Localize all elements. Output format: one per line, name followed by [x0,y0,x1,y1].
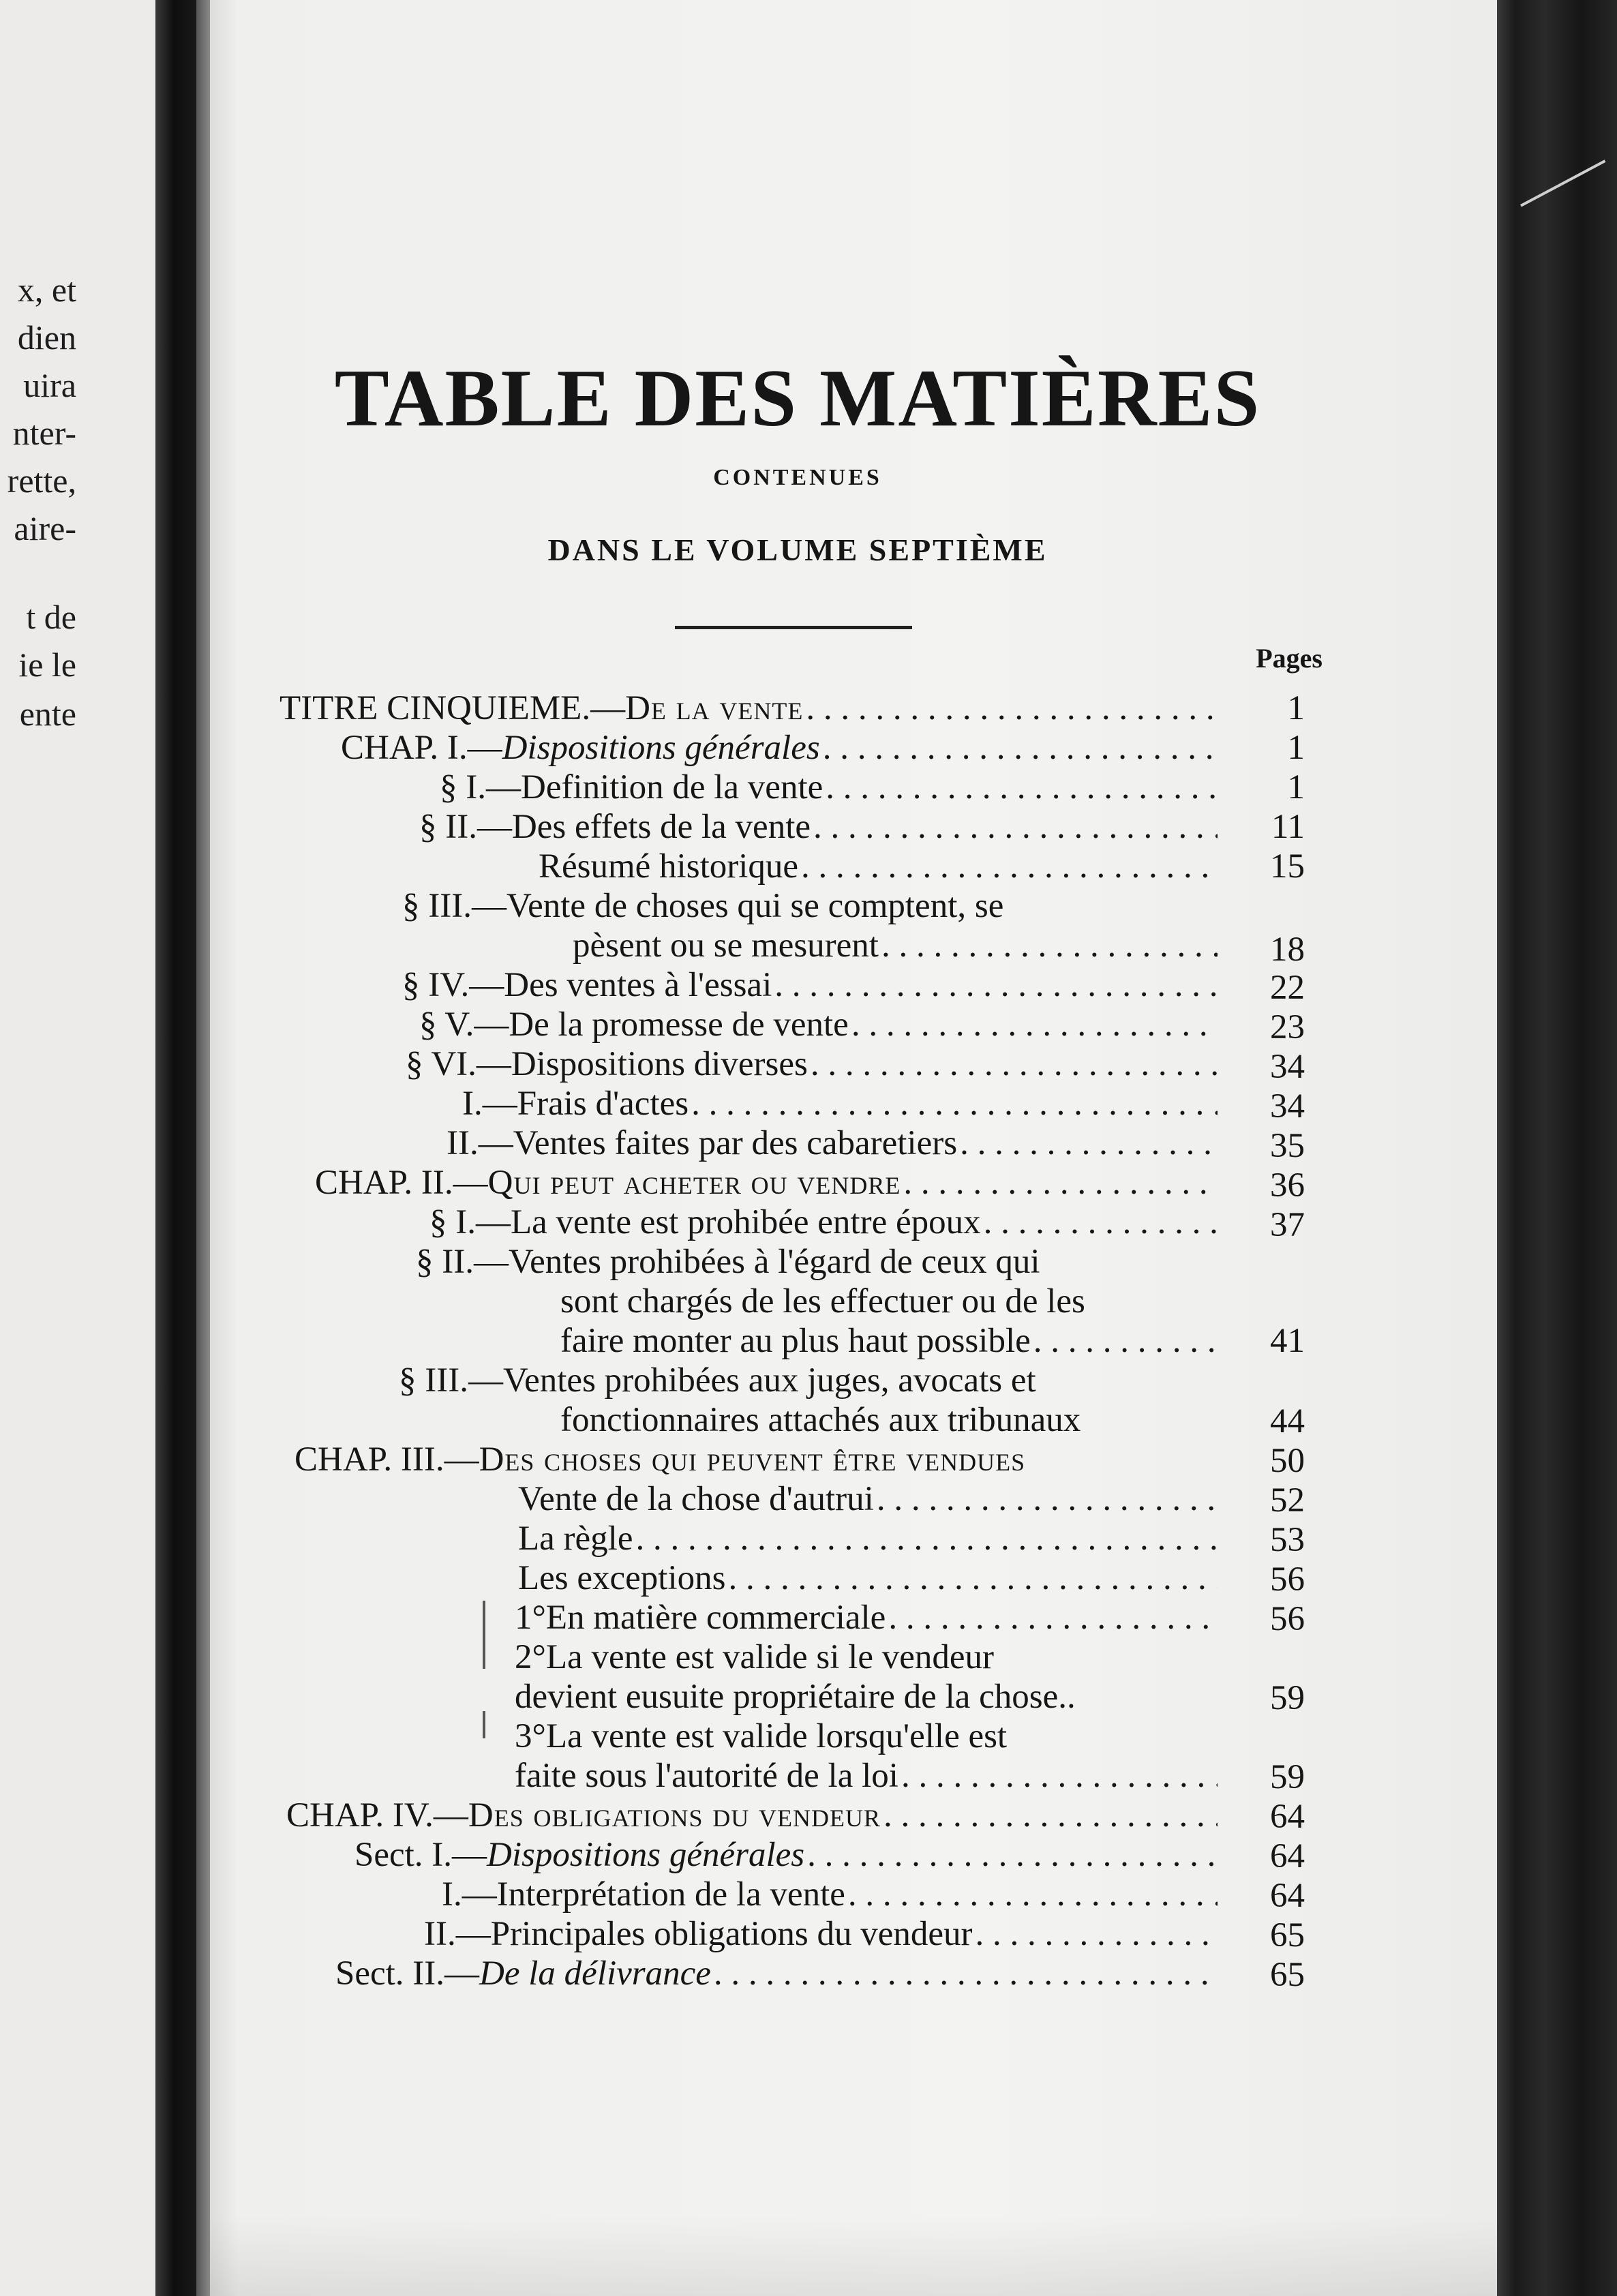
entry-title-continued: faire monter au plus haut possible [560,1322,1031,1360]
entry-label: CHAP. III.— [294,1440,479,1479]
leader-dots [691,1084,1218,1123]
entry-title: De la délivrance [479,1954,711,1993]
leader-dots [976,1914,1218,1954]
toc-entry [402,965,1220,1005]
entry-title: En matière commerciale [545,1599,886,1637]
previous-page-fragment [0,0,157,2296]
leader-dots [811,1044,1218,1084]
entry-title: Les exceptions [518,1559,726,1597]
entry-page: 64 [1270,1837,1305,1875]
entry-page: 64 [1270,1798,1305,1836]
entry-label: 3° [515,1717,546,1755]
toc-entry [447,1123,1220,1163]
entry-page: 52 [1270,1481,1305,1520]
entry-title: Definition de la vente [520,768,823,806]
entry-page: 23 [1270,1008,1305,1046]
leader-dots [807,1835,1218,1875]
page-shadow [210,2216,1497,2296]
toc-entry [515,1598,1220,1637]
entry-label: CHAP. I.— [341,729,502,767]
entry-label: 1° [515,1599,546,1637]
toc-entry-continuation [560,1321,1220,1361]
leader-dots [635,1519,1218,1558]
leader-dots [1033,1321,1218,1361]
page-title: TABLE DES MATIÈRES [334,352,1261,443]
entry-title: De la promesse de vente [509,1006,849,1044]
divider [675,626,912,629]
toc-entry [419,1005,1220,1044]
entry-title: Vente de la chose d'autrui [518,1480,874,1518]
leader-dots [888,1598,1218,1637]
entry-page: 41 [1270,1322,1305,1360]
entry-page: 18 [1270,931,1305,969]
entry-label: § III.— [399,1361,503,1400]
entry-title: Des effets de la vente [511,808,811,846]
entry-title: La vente est prohibée entre époux [510,1203,981,1241]
entry-label: CHAP. IV.— [286,1796,468,1834]
fragment-line: ie le [18,646,76,684]
entry-page: 59 [1270,1758,1305,1796]
entry-title: Dispositions générales [502,729,820,767]
margin-mark [483,1711,485,1738]
entry-title: La vente est valide lorsqu'elle est [545,1717,1008,1755]
toc-entry [406,1044,1220,1084]
entry-label: II.— [424,1915,491,1953]
toc-entry-continuation [515,1756,1220,1796]
entry-page: 34 [1270,1087,1305,1126]
entry-label: TITRE CINQUIEME.— [279,689,626,727]
book-gutter [155,0,202,2296]
leader-dots [801,847,1218,886]
fragment-line: t de [26,598,76,636]
entry-title-continued: faite sous l'autorité de la loi [515,1757,898,1795]
entry-title: Des ventes à l'essai [504,966,772,1004]
fragment-line: uira [23,366,76,404]
book-edge [1497,0,1617,2296]
leader-dots [714,1954,1218,1993]
entry-title-continued: devient eusuite propriétaire de la chose.. [515,1678,1076,1716]
toc-entry [518,1479,1220,1519]
toc-entry [335,1954,1220,1993]
toc-entry [286,1796,1220,1835]
toc-entry-continuation [515,1677,1220,1717]
pages-header: Pages [1256,643,1323,674]
entry-label: 2° [515,1638,546,1676]
leader-dots [881,926,1218,965]
entry-page: 44 [1270,1402,1305,1440]
leader-dots [984,1203,1218,1242]
toc-entry [341,728,1220,768]
entry-label: § VI.— [406,1045,511,1083]
toc-entry [429,1203,1220,1242]
entry-title: Dispositions diverses [511,1045,808,1083]
entry-page: 56 [1270,1600,1305,1638]
leader-dots [728,1558,1218,1598]
toc-entry [354,1835,1220,1875]
toc-entry [399,1361,1220,1400]
entry-title: De la vente [625,689,804,727]
entry-page: 36 [1270,1166,1305,1205]
entry-page: 1 [1287,689,1305,727]
entry-title: La vente est valide si le vendeur [545,1638,994,1676]
entry-label: CHAP. II.— [315,1164,488,1202]
entry-label: § I.— [440,768,521,806]
entry-title-continued: fonctionnaires attachés aux tribunaux [560,1401,1081,1439]
entry-page: 22 [1270,969,1305,1007]
leader-dots [774,965,1218,1005]
entry-title: Ventes faites par des cabaretiers [513,1124,958,1162]
entry-page: 1 [1287,768,1305,806]
toc-entry-continuation [560,1400,1220,1440]
fragment-line: rette, [7,462,76,500]
toc-entry [462,1084,1220,1123]
entry-label: § V.— [419,1006,509,1044]
toc-entry [515,1717,1220,1756]
fragment-line: dien [17,318,76,357]
leader-dots [826,768,1218,807]
toc-entry [440,768,1220,807]
entry-title: Ventes prohibées à l'égard de ceux qui [508,1243,1040,1281]
toc-entry [539,847,1220,886]
entry-page: 34 [1270,1048,1305,1086]
entry-page: 11 [1271,808,1305,846]
entry-page: 59 [1270,1679,1305,1717]
entry-title: Ventes prohibées aux juges, avocats et [502,1361,1036,1400]
entry-label: § II.— [416,1243,509,1281]
entry-page: 65 [1270,1956,1305,1994]
entry-page: 35 [1270,1127,1305,1165]
entry-title: Vente de choses qui se comptent, se [506,887,1004,925]
entry-label: Sect. I.— [354,1836,487,1874]
toc-entry [279,689,1220,728]
entry-label: § III.— [402,887,507,925]
leader-dots [883,1796,1218,1835]
entry-page: 64 [1270,1877,1305,1915]
leader-dots [848,1875,1218,1914]
leader-dots [901,1756,1218,1796]
entry-title: Qui peut acheter ou vendre [487,1164,901,1202]
toc-entry [518,1558,1220,1598]
entry-page: 50 [1270,1442,1305,1480]
fragment-line: aire- [14,509,76,547]
toc-entry [416,1242,1220,1282]
entry-label: I.— [442,1875,497,1914]
fragment-line: nter- [12,414,76,452]
entry-label: II.— [447,1124,513,1162]
toc-entry-continuation [573,926,1220,965]
entry-title: La règle [518,1520,633,1558]
toc-entry-continuation [560,1282,1220,1321]
subtitle: CONTENUES [713,465,882,490]
toc-entry [315,1163,1220,1203]
leader-dots [960,1123,1218,1163]
toc-entry [402,886,1220,926]
leader-dots [903,1163,1218,1203]
entry-title-continued: sont chargés de les effectuer ou de les [560,1282,1085,1320]
entry-title: Des obligations du vendeur [468,1796,881,1834]
entry-title: Des choses qui peuvent être vendues [479,1440,1026,1479]
toc-entry [442,1875,1220,1914]
leader-dots [823,728,1218,768]
leader-dots [806,689,1218,728]
entry-title: Principales obligations du vendeur [490,1915,973,1953]
leader-dots [877,1479,1218,1519]
entry-title-continued: pèsent ou se mesurent [573,926,879,965]
toc-entry [419,807,1220,847]
entry-page: 53 [1270,1521,1305,1559]
entry-label: § I.— [429,1203,511,1241]
entry-page: 56 [1270,1560,1305,1599]
margin-mark [483,1601,485,1669]
entry-label: § IV.— [402,966,504,1004]
entry-title: Frais d'actes [517,1085,689,1123]
entry-title: Dispositions générales [487,1836,805,1874]
entry-page: 15 [1270,847,1305,886]
leader-dots [851,1005,1218,1044]
entry-label: Sect. II.— [335,1954,480,1993]
toc-entry [424,1914,1220,1954]
entry-page: 37 [1270,1206,1305,1244]
entry-page: 65 [1270,1916,1305,1954]
toc-entry [518,1519,1220,1558]
entry-page: 1 [1287,729,1305,767]
entry-label: § II.— [419,808,512,846]
entry-label: I.— [462,1085,517,1123]
toc-entry [294,1440,1220,1479]
toc-entry [515,1637,1220,1677]
leader-dots [813,807,1218,847]
fragment-line: ente [19,695,76,733]
entry-title: Résumé historique [539,847,799,886]
entry-title: Interprétation de la vente [496,1875,845,1914]
fragment-line: x, et [17,271,76,309]
subtitle-volume: DANS LE VOLUME SEPTIÈME [547,532,1048,567]
